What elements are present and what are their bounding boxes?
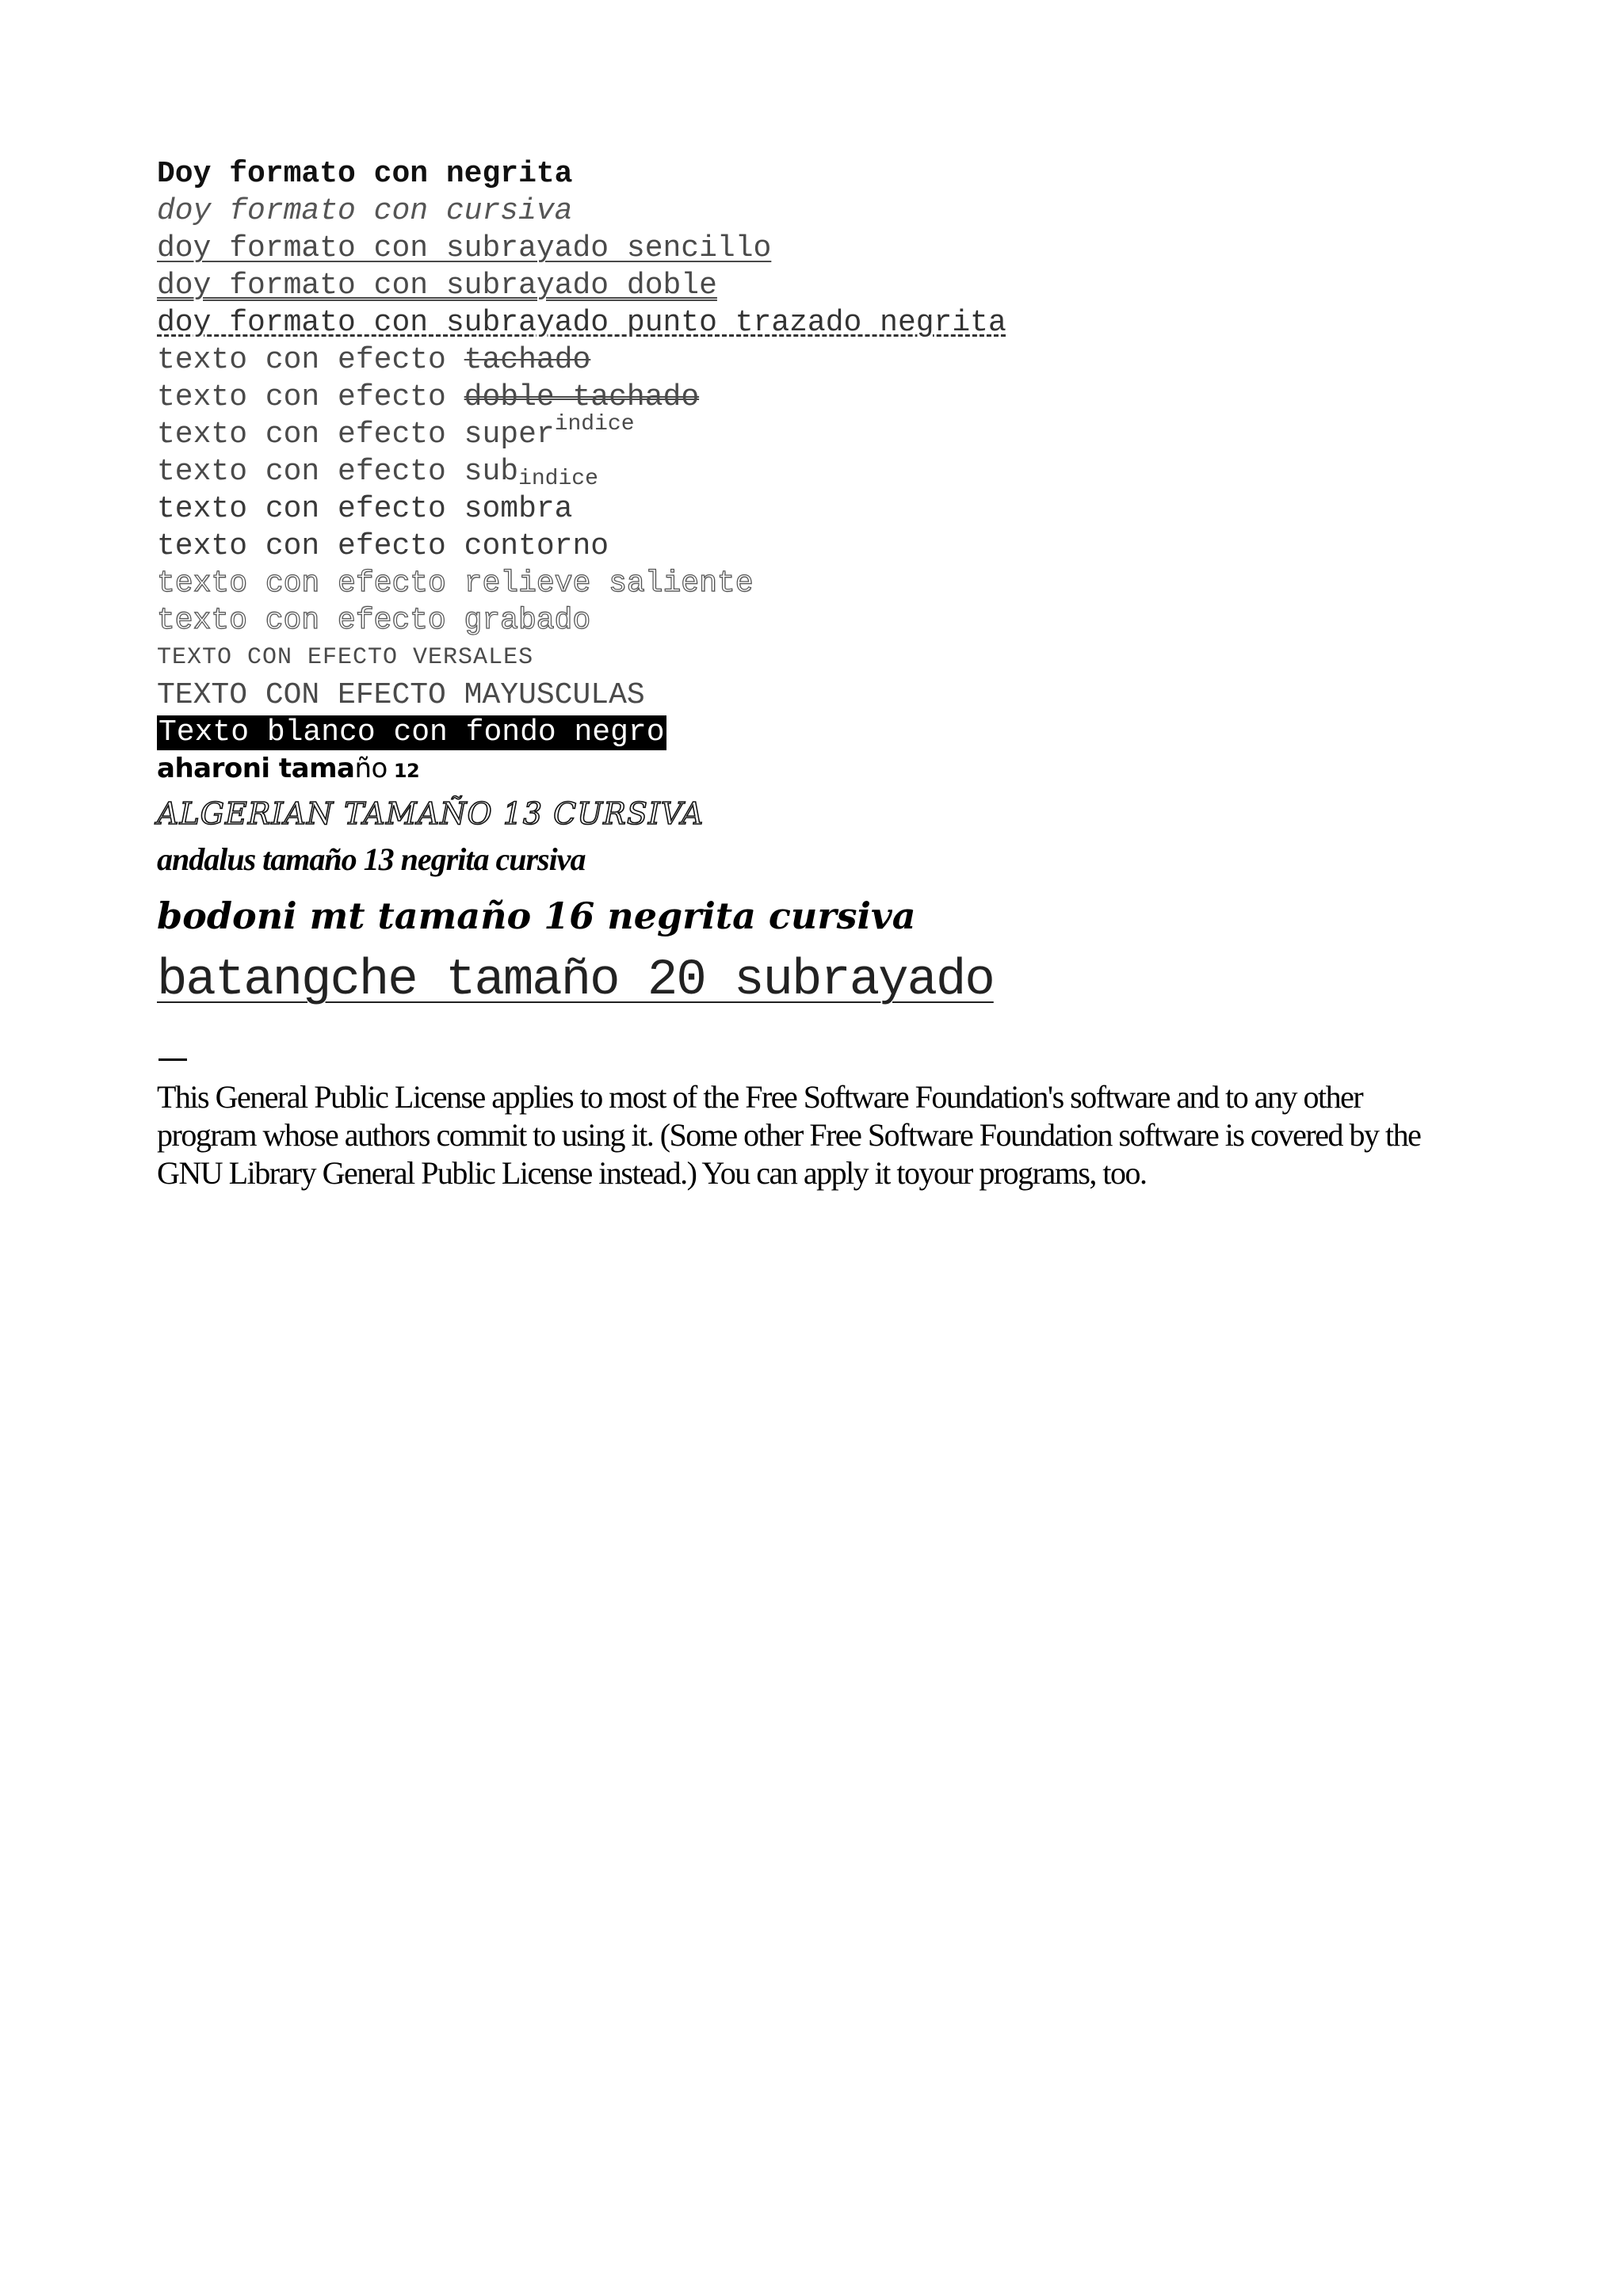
super-word: indice (554, 412, 635, 437)
line-batang: batangche tamaño 20 subrayado (157, 952, 994, 1009)
sub-prefix: texto con efecto sub (157, 455, 519, 489)
line-aharoni (157, 751, 1457, 789)
line-inverse-wrap (157, 714, 1457, 751)
aharoni-size: 12 (393, 760, 420, 782)
super-prefix: texto con efecto super (157, 418, 555, 452)
line-bodoni: bodoni mt tamaño 16 negrita cursiva (157, 894, 916, 937)
line-underline-dotdash: doy formato con subrayado punto trazado negrita (157, 306, 1006, 340)
strike-word: tachado (464, 343, 591, 377)
sub-word: indice (518, 467, 598, 491)
line-shadow: texto con efecto sombra (157, 492, 573, 526)
line-emboss: texto con efecto relieve saliente (157, 566, 754, 601)
line-underline-single-wrap (157, 230, 1457, 267)
line-double-strike (157, 379, 1457, 416)
line-superscript (157, 412, 1457, 453)
line-underline-double-wrap (157, 267, 1457, 304)
line-caps: TEXTO CON EFECTO MAYUSCULAS (157, 678, 645, 712)
line-algerian: ALGERIAN TAMAÑO 13 CURSIVA (157, 796, 705, 831)
dstrike-word: doble tachado (464, 380, 700, 414)
dstrike-prefix: texto con efecto (157, 380, 464, 414)
document-body (157, 155, 1457, 1192)
line-smallcaps: TEXTO CON EFECTO VERSALES (157, 644, 534, 671)
license-paragraph: This General Public License applies to most of the Free Software Foundation's software and to any other program whose authors commit to using it. (Some other Free Software Foundation software is covered by the GNU Library General Public License instead.) You can apply it toyour programs, too. (157, 1079, 1421, 1191)
line-underline-double: doy formato con subrayado doble (157, 269, 717, 303)
strike-prefix: texto con efecto (157, 343, 464, 377)
line-andalus: andalus tamaño 13 negrita cursiva (157, 841, 586, 877)
line-inverse: Texto blanco con fondo negro (158, 715, 665, 749)
line-subscript (157, 453, 1457, 490)
line-underline-single: doy formato con subrayado sencillo (157, 231, 772, 265)
line-outline: texto con efecto contorno (157, 529, 609, 563)
line-strike (157, 341, 1457, 379)
line-italic: doy formato con cursiva (157, 194, 573, 228)
line-bold: Doy formato con negrita (157, 157, 573, 191)
line-engrave: texto con efecto grabado (157, 604, 591, 638)
aharoni-text: aharoni tama (157, 753, 355, 784)
aharoni-text-tail: ño (354, 753, 388, 784)
line-underline-dotdash-wrap (157, 304, 1457, 341)
dash-mark (158, 1058, 187, 1061)
